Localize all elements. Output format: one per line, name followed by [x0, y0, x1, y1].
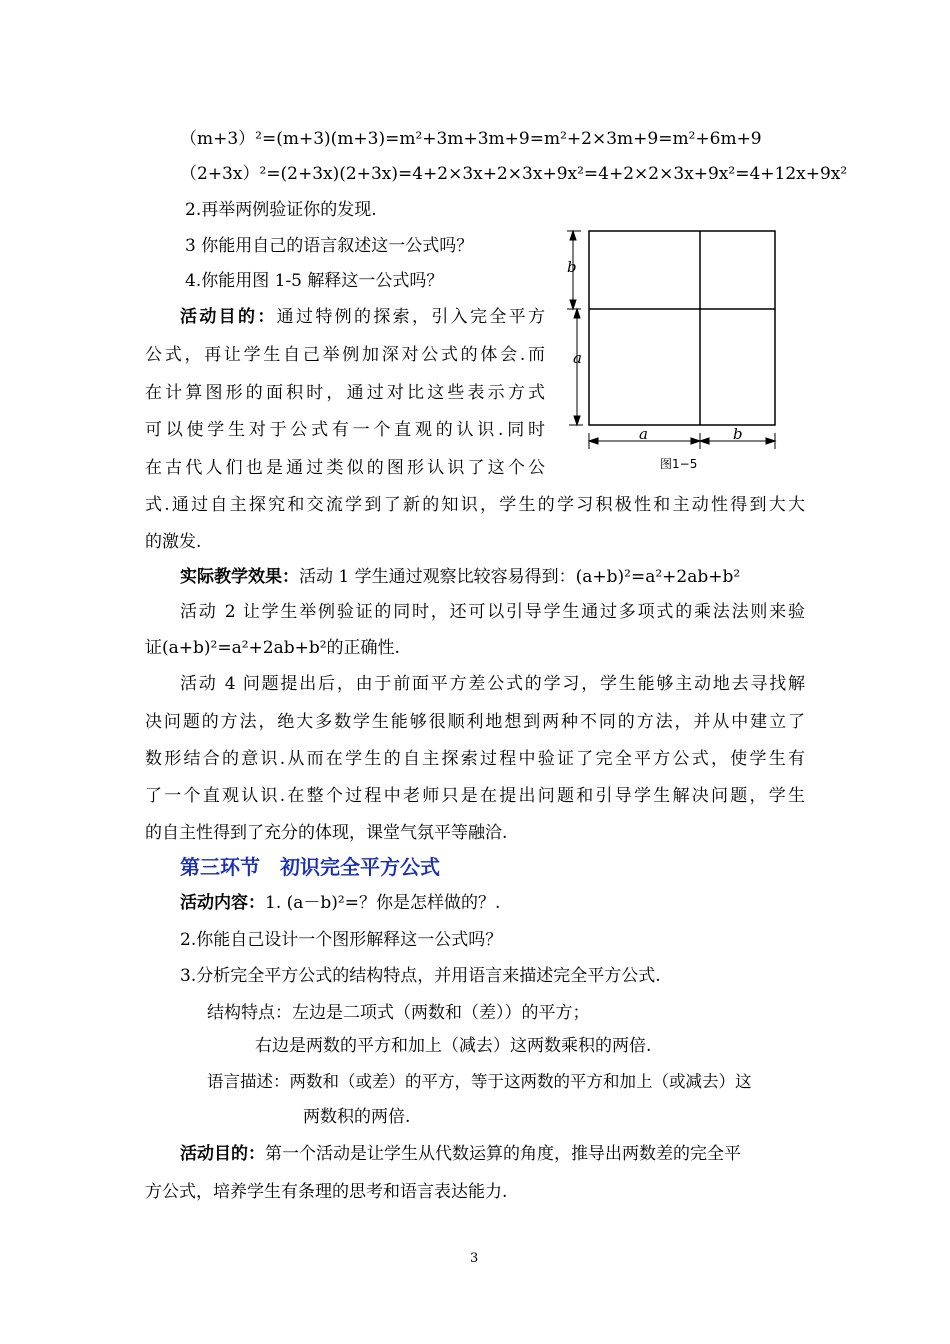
section3-c6: 语言描述：两数和（或差）的平方，等于这两数的平方和加上（或减去）这 [207, 1072, 752, 1091]
effect-line2: 活动 2 让学生举例验证的同时，还可以引导学生通过多项式的乘法法则来验 [180, 602, 805, 622]
purpose1-line1 [180, 305, 545, 329]
equation-m [180, 127, 762, 151]
section3-purpose-label: 活动目的： [180, 1144, 265, 1164]
section3-c2: 2.你能自己设计一个图形解释这一公式吗？ [180, 930, 503, 950]
effect-line5: 决问题的方法，绝大多数学生能够很顺利地想到两种不同的方法，并从中建立了 [145, 712, 805, 732]
purpose1-line5: 在古代人们也是通过类似的图形认识了这个公 [145, 458, 545, 478]
square-diagram [555, 225, 785, 475]
section3-title: 第三环节 初识完全平方公式 [180, 855, 440, 879]
label-b-bottom: b [733, 425, 743, 443]
purpose1-line2: 公式，再让学生自己举例加深对公式的体会.而 [145, 345, 545, 365]
purpose1-line7: 的激发. [145, 532, 202, 552]
label-b-left: b [567, 258, 577, 276]
page-number: 3 [470, 1251, 479, 1266]
effect-line6: 数形结合的意识.从而在学生的自主探索过程中验证了完全平方公式，使学生有 [145, 749, 805, 769]
purpose1-line3: 在计算图形的面积时，通过对比这些表示方式 [145, 383, 545, 403]
label-a-bottom: a [639, 425, 648, 443]
effect-line7: 了一个直观认识.在整个过程中老师只是在提出问题和引导学生解决问题，学生 [145, 786, 805, 806]
purpose1-line6: 式.通过自主探究和交流学到了新的知识，学生的学习积极性和主动性得到大大 [145, 495, 805, 515]
effect-line4: 活动 4 问题提出后，由于前面平方差公式的学习，学生能够主动地去寻找解 [180, 674, 805, 694]
equation-x [180, 162, 847, 186]
effect-line3: 证(a+b)²=a²+2ab+b²的正确性. [145, 638, 400, 658]
question-3: 3 你能用自己的语言叙述这一公式吗？ [185, 236, 474, 256]
question-4: 4.你能用图 1-5 解释这一公式吗？ [185, 271, 444, 291]
effect-line8: 的自主性得到了充分的体现，课堂气氛平等融洽. [145, 823, 508, 843]
section3-c5: 右边是两数的平方和加上（减去）这两数乘积的两倍. [255, 1036, 652, 1056]
section3-purpose-line1 [180, 1142, 741, 1166]
purpose1-label: 活动目的： [180, 307, 277, 327]
section3-content-label: 活动内容： [180, 893, 265, 913]
purpose1-text1: 通过特例的探索，引入完全平方 [276, 307, 546, 327]
effect-label: 实际教学效果： [180, 567, 299, 587]
section3-p2: 方公式，培养学生有条理的思考和语言表达能力. [145, 1182, 508, 1202]
effect-line1 [180, 565, 740, 589]
section3-c3: 3.分析完全平方公式的结构特点，并用语言来描述完全平方公式. [180, 966, 661, 986]
figure-1-5 [555, 225, 785, 475]
section3-p1: 第一个活动是让学生从代数运算的角度，推导出两数差的完全平 [265, 1144, 741, 1164]
equation-m-text: （m+3）²=(m+3)(m+3)=m²+3m+3m+9=m²+2×3m+9=m²+6m+9 [180, 129, 762, 149]
label-a-left: a [573, 349, 582, 367]
question-2: 2.再举两例验证你的发现. [185, 200, 377, 220]
figure-caption: 图1−5 [660, 457, 698, 471]
effect-text1: 活动 1 学生通过观察比较容易得到：(a+b)²=a²+2ab+b² [299, 567, 741, 587]
section3-c4: 结构特点：左边是二项式（两数和（差））的平方； [207, 1003, 590, 1023]
equation-x-text: （2+3x）²=(2+3x)(2+3x)=4+2×3x+2×3x+9x²=4+2×2×3x+9x²=4+12x+9x² [180, 164, 848, 184]
section3-c1: 1. (a－b)²=？你是怎样做的？. [265, 893, 501, 913]
section3-c7: 两数积的两倍. [303, 1107, 411, 1127]
section3-content-line1 [180, 891, 500, 915]
purpose1-line4: 可以使学生对于公式有一个直观的认识.同时 [145, 420, 545, 440]
